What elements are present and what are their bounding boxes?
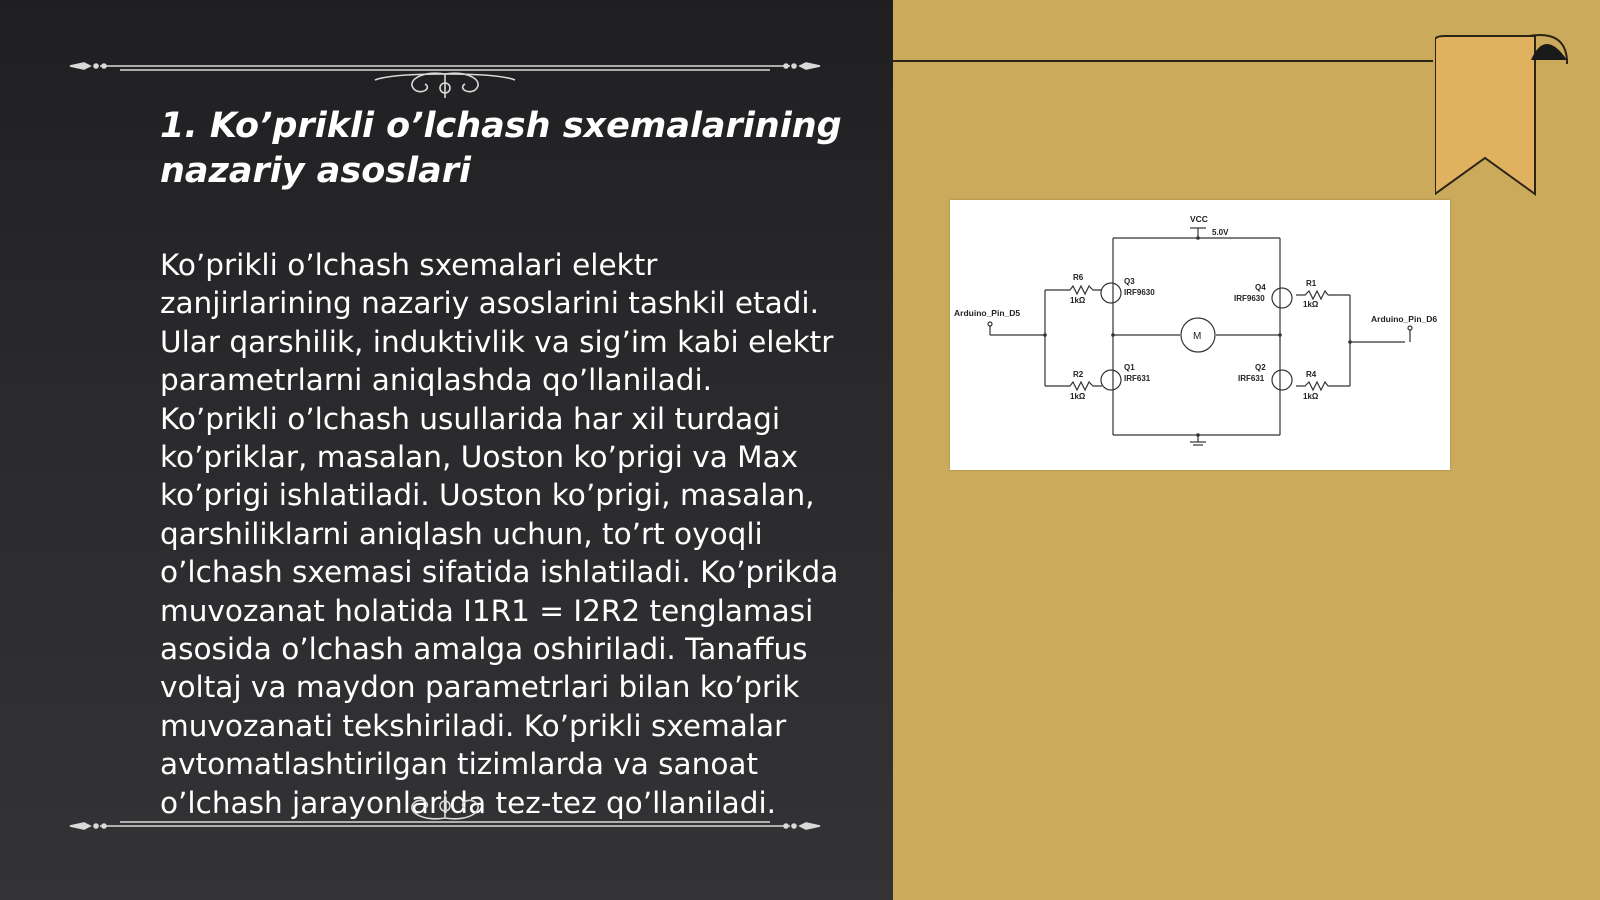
r1-label: R1	[1306, 279, 1317, 288]
q2-part: IRF631	[1238, 374, 1265, 383]
q3-part: IRF9630	[1124, 288, 1155, 297]
circuit-schematic	[950, 200, 1450, 470]
top-flourish-ornament	[60, 38, 830, 98]
slide-body-text: Ko’prikli o’lchash sxemalari elektr zanjirlarining nazariy asoslarini tashkil etadi. Ular qarshilik, induktivlik va sig’im kabi elektr parametrlarni aniqlashda qo’llaniladi. Ko’prikli o’lchash usullarida har xil turdagi ko’priklar, masalan, Uoston ko’prigi va Max ko’prigi ishlatiladi. Uoston ko’prigi, masalan, qarshiliklarni aniqlash uchun, to’rt oyoqli o’lchash sxemasi sifatida ishlatiladi. Ko’prikda muvozanat holatida I1R1 = I2R2 tenglamasi asosida o’lchash amalga oshiriladi. Tanaffus voltaj va maydon parametrlari bilan ko’prik muvozanati tekshiriladi. Ko’prikli sxemalar avtomatlashtirilgan tizimlarda va sanoat o’lchash jarayonlarida tez-tez qo’llaniladi.	[160, 248, 839, 820]
vcc-value-label: 5.0V	[1212, 228, 1229, 237]
r4-value: 1kΩ	[1303, 392, 1319, 401]
right-divider-line	[893, 60, 1433, 62]
r6-label: R6	[1073, 273, 1084, 282]
q1-label: Q1	[1124, 363, 1135, 372]
q1-part: IRF631	[1124, 374, 1151, 383]
motor-label: M	[1193, 331, 1202, 342]
q2-label: Q2	[1255, 363, 1266, 372]
q4-part: IRF9630	[1234, 294, 1265, 303]
vcc-label: VCC	[1190, 214, 1208, 224]
slide-title: 1. Ko’prikli o’lchash sxemalarining nazariy asoslari	[160, 106, 842, 191]
bookmark-ribbon-icon	[1435, 30, 1600, 200]
r6-value: 1kΩ	[1070, 296, 1086, 305]
r2-value: 1kΩ	[1070, 392, 1086, 401]
pin-d5-label: Arduino_Pin_D5	[954, 308, 1021, 318]
q4-label: Q4	[1255, 283, 1266, 292]
bottom-flourish-ornament	[60, 780, 830, 840]
pin-d6-label: Arduino_Pin_D6	[1371, 314, 1438, 324]
q3-label: Q3	[1124, 277, 1135, 286]
r4-label: R4	[1306, 370, 1317, 379]
r1-value: 1kΩ	[1303, 300, 1319, 309]
h-bridge-circuit-diagram	[950, 200, 1450, 470]
r2-label: R2	[1073, 370, 1084, 379]
